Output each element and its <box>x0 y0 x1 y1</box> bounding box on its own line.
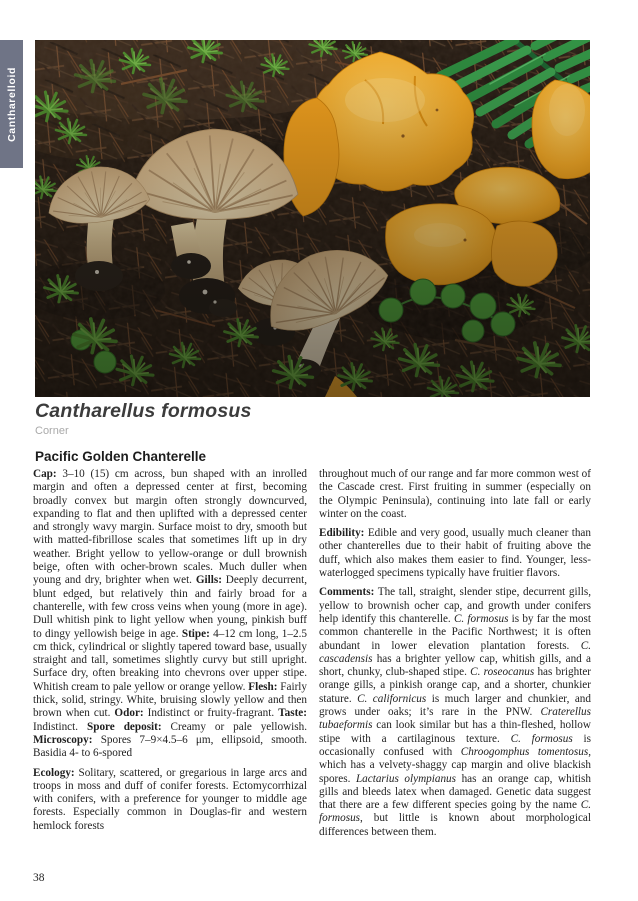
paragraph: Edibility: Edible and very good, usually much cleaner than other chanterelles due to their habit of fruiting above the duff, which also makes them easier to find. Younger, less-waterlogged specimens typically have fruitier flavors. <box>319 527 591 580</box>
photo-vignette <box>35 40 590 397</box>
page-number: 38 <box>33 872 45 884</box>
species-authority: Corner <box>35 425 69 437</box>
paragraph: Cap: 3–10 (15) cm across, bun shaped with an inrolled margin and often a depressed center at first, becoming broadly convex but margin often strongly downcurved, expanding to flat and then uplifted with a depressed center and strongly wavy margin. Surface moist to dry, smooth but with matted-fibrillose scales that sometimes lift up in dry weather. Bright yellow to yellow-orange or dull brownish beige, often with ocher-brown scales. Much duller when young and dry, brighter when wet. Gills: Deeply decurrent, blunt edged, but relatively thin and fairly broad for a chanterelle, with few cross veins when young (more in age). Dull whitish pink to light yellow when young, pinkish buff to dingy yellowish beige in age. Stipe: 4–12 cm long, 1–2.5 cm thick, cylindrical or slightly tapered toward base, usually straight and tall, sometimes slightly curvy but still upright. Surface dry, often breaking into chevrons over upper stipe. Whitish cream to pale yellow or orange yellow. Flesh: Fairly thick, solid, stringy. White, bruising slowly yellow and then brown when cut. Odor: Indistinct or fruity-fragrant. Taste: Indistinct. Spore deposit: Creamy or pale yellowish. Microscopy: Spores 7–9×4.5–6 μm, ellipsoid, smooth. Basidia 4- to 6-spored <box>33 468 308 760</box>
species-scientific-name: Cantharellus formosus <box>35 400 252 422</box>
section-tab-label: Cantharelloid <box>5 66 18 142</box>
paragraph: throughout much of our range and far more common west of the Cascade crest. First fruiting in summer (especially on the Olympic Peninsula), continuing into late fall or early winter on the coast. <box>319 468 591 520</box>
text-column-left <box>33 468 307 839</box>
species-photo <box>35 40 590 397</box>
species-common-name: Pacific Golden Chanterelle <box>35 449 207 464</box>
species-heading <box>35 400 252 464</box>
text-column-right <box>319 468 591 845</box>
paragraph: Comments: The tall, straight, slender stipe, decurrent gills, yellow to brownish ocher cap, and growth under conifers help identify this chanterelle. C. formosus is by far the most common chanterelle in the Pacific Northwest; it is often abundant in lower elevation plantation forests. C. cascadensis has a brighter yellow cap, whitish gills, and a short, chunky, club-shaped stipe. C. roseocanus has brighter orange gills, a pinkish orange cap, and a shorter, chunkier stature. C. californicus is much larger and chunkier, and grows under oaks; it’s rare in the PNW. Craterellus tubaeformis can look similar but has a thin-fleshed, hollow stipe with a cartilaginous texture. C. formosus is occasionally confused with Chroogomphus tomentosus, which has a velvety-shaggy cap margin and olive blackish spores. Lactarius olympianus has an orange cap, whitish gills and bleeds latex when damaged. Genetic data suggest that there are a few different species going by the name C. formosus, but little is known about morphological differences between them. <box>319 586 592 838</box>
section-tab <box>0 40 23 168</box>
paragraph: Ecology: Solitary, scattered, or gregarious in large arcs and troops in moss and duff of conifer forests. Ectomycorrhizal with conifers, with a preference for younger to middle age forests. Especially common in Douglas-fir and western hemlock forests <box>33 766 307 832</box>
